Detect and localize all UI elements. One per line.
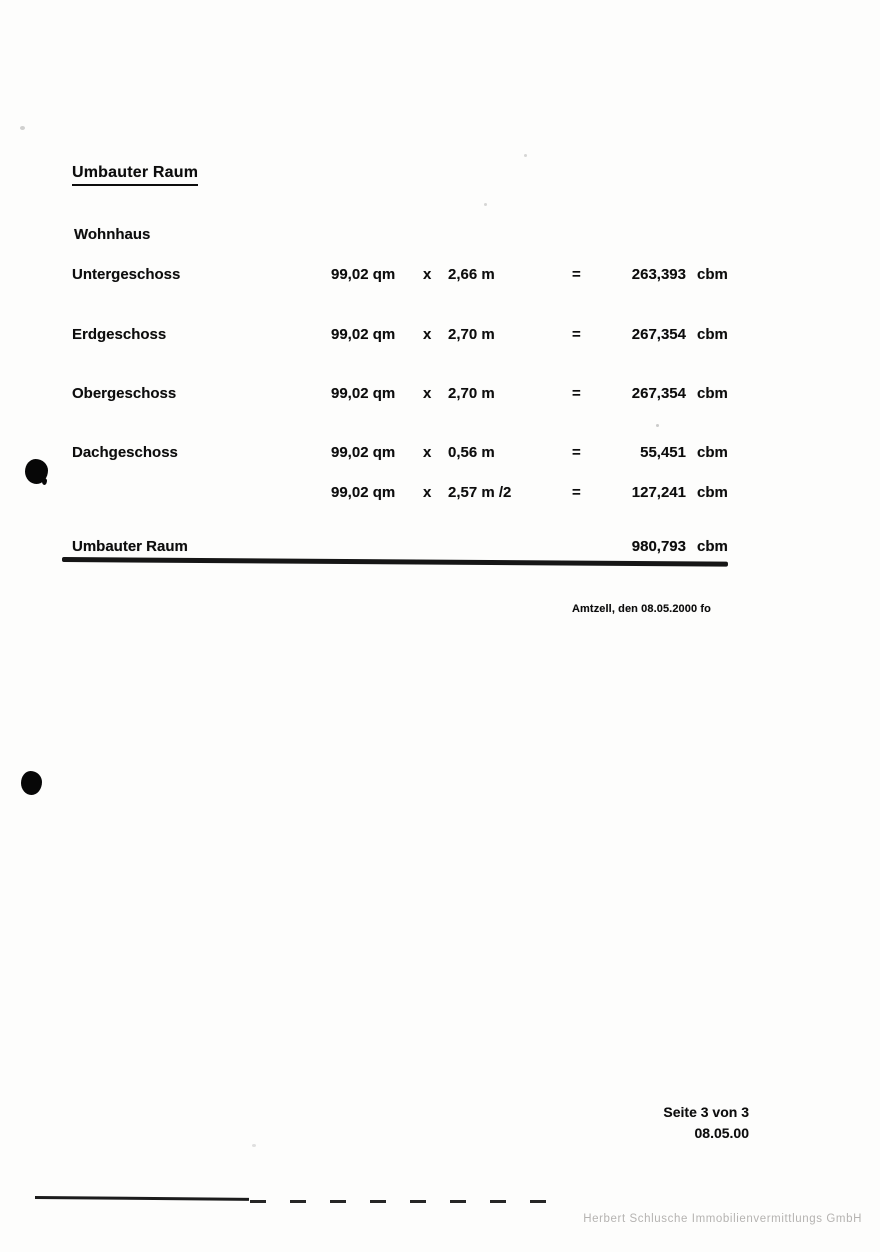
row-area: 99,02 qm [331,444,396,461]
row-label: Erdgeschoss [72,326,167,343]
page-date: 08.05.00 [694,1125,749,1141]
row-area: 99,02 qm [331,385,396,402]
hole-punch-mark [21,771,42,795]
row-height: 2,70 m [448,326,495,343]
row-unit: cbm [697,266,728,283]
scan-speck [20,126,25,130]
row-multiply-sign: x [423,385,432,402]
table-row [0,444,880,466]
row-label: Obergeschoss [72,385,177,402]
scan-speck [656,424,659,427]
row-unit: cbm [697,444,728,461]
scan-speck [252,1144,256,1147]
row-label: Dachgeschoss [72,444,178,461]
row-equals-sign: = [572,326,581,343]
total-value: 980,793 [631,538,686,555]
row-equals-sign: = [572,385,581,402]
scan-edge-line-dashes [250,1200,565,1203]
row-label: Untergeschoss [72,266,181,283]
row-height: 2,66 m [448,266,495,283]
row-multiply-sign: x [423,444,432,461]
place-date-line: Amtzell, den 08.05.2000 fo [572,603,711,615]
row-value: 263,393 [631,266,686,283]
row-multiply-sign: x [423,326,432,343]
row-height: 2,57 m /2 [448,484,512,501]
row-unit: cbm [697,326,728,343]
row-unit: cbm [697,484,728,501]
table-row [0,326,880,348]
section-heading-wohnhaus: Wohnhaus [74,226,151,243]
footer-company-name: Herbert Schlusche Immobilienvermittlungs GmbH [583,1213,862,1225]
row-value: 55,451 [640,444,686,461]
table-row [0,484,880,506]
row-multiply-sign: x [423,266,432,283]
row-height: 2,70 m [448,385,495,402]
page-footer-info [663,1102,749,1144]
table-row [0,385,880,407]
row-multiply-sign: x [423,484,432,501]
total-label: Umbauter Raum [72,538,188,555]
scan-speck [484,203,487,206]
row-area: 99,02 qm [331,326,396,343]
row-equals-sign: = [572,484,581,501]
row-equals-sign: = [572,266,581,283]
row-unit: cbm [697,385,728,402]
row-area: 99,02 qm [331,484,396,501]
page-number: Seite 3 von 3 [663,1104,749,1120]
row-value: 267,354 [631,326,686,343]
scan-edge-line [35,1196,249,1201]
table-row [0,266,880,288]
row-value: 267,354 [631,385,686,402]
hole-punch-mark [25,459,48,484]
row-area: 99,02 qm [331,266,396,283]
page-title: Umbauter Raum [72,164,198,186]
row-value: 127,241 [631,484,686,501]
total-unit: cbm [697,538,728,555]
row-height: 0,56 m [448,444,495,461]
scan-speck [524,154,527,157]
row-equals-sign: = [572,444,581,461]
